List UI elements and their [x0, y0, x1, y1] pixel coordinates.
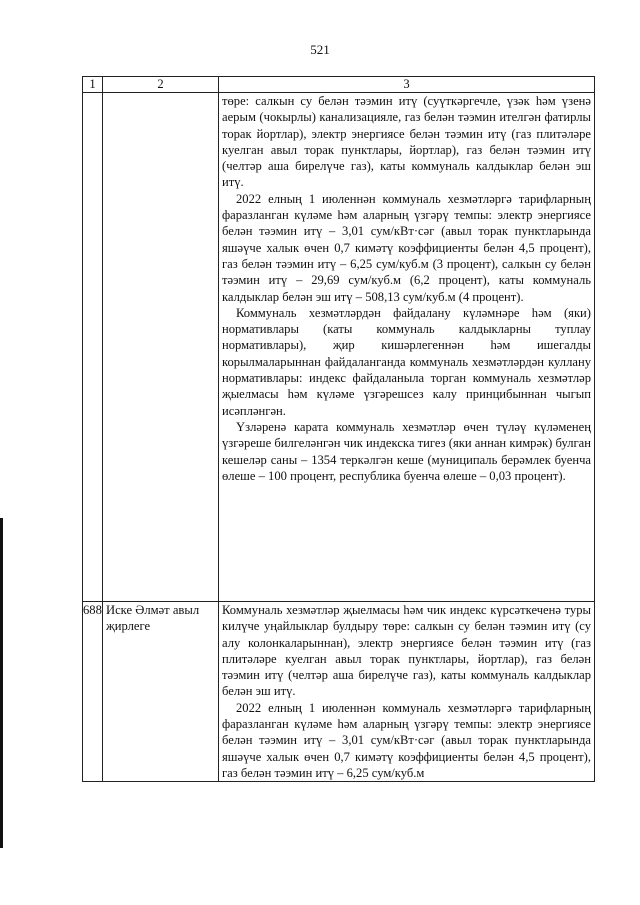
description-cell [219, 602, 595, 782]
row-number-cell: 688 [83, 602, 103, 782]
description-paragraph: Коммуналь хезмәтләр җыелмасы һәм чик индекс күрсәткеченә туры килүче уңайлыклар булдыру төре: салкын су белән тәэмин итү (су алу колонкаларыннан), электр энергиясе белән тәэмин итү (газ плитәләре куелган авыл торак пунктлары, йортлар), газ белән тәэмин итү (челтәр аша бирелүче газ), каты коммуналь калдыклар белән эш итү. [222, 603, 591, 699]
header-col-3: 3 [219, 77, 595, 93]
table-row [83, 602, 595, 782]
table-header-row [83, 77, 595, 93]
settlement-name-cell [103, 93, 219, 602]
page-number: 521 [310, 42, 330, 57]
description-paragraph: 2022 елның 1 июленнән коммуналь хезмәтләргә тарифларның фаразланган күләме һәм аларның үзгәрү темпы: электр энергиясе белән тәэмин итү – 3,01 сум/кВт·сәг (авыл торак пунктларында яшәүче халык өчен 0,7 кимәтү коэффициенты белән 4,5 процент), газ белән тәэмин итү – 6,25 сум/куб.м (3 процент), салкын су белән тәэмин итү – 29,69 сум/куб.м (6,2 процент), каты коммуналь калдыклар белән эш итү – 508,13 сум/куб.м (4 процент). [222, 191, 591, 304]
scan-edge-line [0, 518, 3, 848]
description-cell [219, 93, 595, 602]
settlement-name-cell: Иске Әлмәт авыл җирлеге [103, 602, 219, 782]
document-table [82, 76, 595, 782]
description-paragraph: Үзләренә карата коммуналь хезмәтләр өчен түләү күләменең үзгәреше билгеләнгән чик индекска тигез (яки аннан кимрәк) булган кешеләр саны – 1354 теркәлгән кеше (муниципаль берәмлек буенча өлеше – 100 процент, республика буенча өлеше – 0,03 процент). [222, 419, 591, 483]
table-row [83, 93, 595, 602]
row-number-cell [83, 93, 103, 602]
description-paragraph: төре: салкын су белән тәэмин итү (суүткәргечле, үзәк һәм үзенә аерым (чокырлы) канализацияле, газ белән тәэмин ителгән фатирлы торак йортлар), электр энергиясе белән тәэмин итү (газ плитәләре куелган авыл торак пунктлары, йортлар), газ белән тәэмин итү (челтәр аша бирелүче газ), каты коммуналь калдыклар белән эш итү. [222, 94, 591, 190]
description-paragraph: Коммуналь хезмәтләрдән файдалану күләмнәре һәм (яки) нормативлары (каты коммуналь калдыкларны туплау нормативлары), җир кишәрлегеннән һәм ишегалды корылмаларыннан файдаланганда коммуналь хезмәтләрдән куллану нормативлары: индекс файдаланыла торган коммуналь хезмәтләр җыелмасы һәм күләме үзгәрешсез калу принцибыннан чыгып исәпләнгән. [222, 305, 591, 418]
description-paragraph: 2022 елның 1 июленнән коммуналь хезмәтләргә тарифларның фаразланган күләме һәм аларның үзгәрү темпы: электр энергиясе белән тәэмин итү – 3,01 сум/кВт·сәг (авыл торак пунктларында яшәүче халык өчен 0,7 кимәтү коэффициенты белән 4,5 процент), газ белән тәэмин итү – 6,25 сум/куб.м [222, 700, 591, 780]
header-col-1: 1 [83, 77, 103, 93]
header-col-2: 2 [103, 77, 219, 93]
